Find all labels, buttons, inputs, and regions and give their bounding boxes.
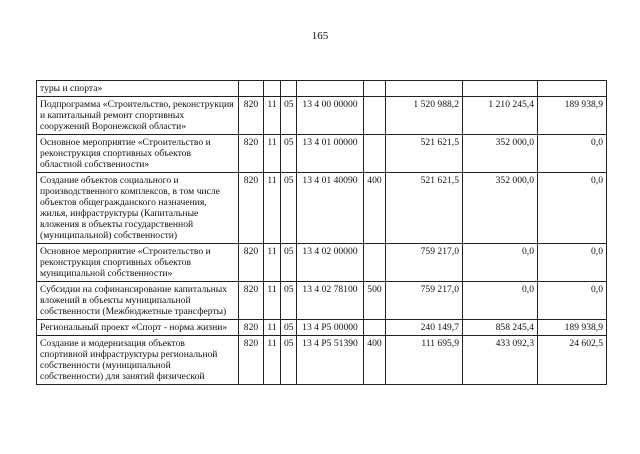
subsection-code-cell: 05 — [281, 244, 297, 282]
ministry-code-cell: 820 — [239, 173, 264, 244]
section-code-cell: 11 — [264, 173, 281, 244]
target-article-cell — [297, 81, 364, 97]
ministry-code-cell: 820 — [239, 336, 264, 385]
ministry-code-cell: 820 — [239, 244, 264, 282]
budget-table — [36, 80, 607, 385]
table-row — [37, 320, 607, 336]
amount-year2-cell: 352 000,0 — [463, 135, 538, 173]
amount-year1-cell: 240 149,7 — [386, 320, 463, 336]
expense-type-cell — [364, 320, 386, 336]
section-code-cell: 11 — [264, 135, 281, 173]
row-name-cell: Региональный проект «Спорт - норма жизни» — [37, 320, 239, 336]
row-name-cell: Создание и модернизация объектов спортивной инфраструктуры региональной собственности (муниципальной собственности) для занятий физической — [37, 336, 239, 385]
section-code-cell: 11 — [264, 97, 281, 135]
row-name-cell: Основное мероприятие «Строительство и реконструкция спортивных объектов муниципальной собственности» — [37, 244, 239, 282]
amount-year3-cell: 0,0 — [538, 244, 607, 282]
section-code-cell: 11 — [264, 244, 281, 282]
amount-year2-cell — [463, 81, 538, 97]
section-code-cell — [264, 81, 281, 97]
table-row — [37, 336, 607, 385]
expense-type-cell: 400 — [364, 336, 386, 385]
amount-year1-cell: 1 520 988,2 — [386, 97, 463, 135]
amount-year3-cell: 0,0 — [538, 282, 607, 320]
amount-year3-cell: 0,0 — [538, 173, 607, 244]
expense-type-cell — [364, 97, 386, 135]
amount-year2-cell: 0,0 — [463, 282, 538, 320]
ministry-code-cell: 820 — [239, 320, 264, 336]
table-row — [37, 97, 607, 135]
row-name-cell: Подпрограмма «Строительство, реконструкция и капитальный ремонт спортивных сооружений Воронежской области» — [37, 97, 239, 135]
table-row — [37, 81, 607, 97]
amount-year1-cell: 759 217,0 — [386, 244, 463, 282]
row-name-cell: Субсидии на софинансирование капитальных вложений в объекты муниципальной собственности (Межбюджетные трансферты) — [37, 282, 239, 320]
table-row — [37, 173, 607, 244]
table-row — [37, 282, 607, 320]
subsection-code-cell: 05 — [281, 173, 297, 244]
target-article-cell: 13 4 02 00000 — [297, 244, 364, 282]
target-article-cell: 13 4 P5 00000 — [297, 320, 364, 336]
table-row — [37, 135, 607, 173]
ministry-code-cell: 820 — [239, 135, 264, 173]
expense-type-cell: 400 — [364, 173, 386, 244]
amount-year2-cell: 858 245,4 — [463, 320, 538, 336]
amount-year1-cell: 759 217,0 — [386, 282, 463, 320]
target-article-cell: 13 4 00 00000 — [297, 97, 364, 135]
target-article-cell: 13 4 01 40090 — [297, 173, 364, 244]
subsection-code-cell: 05 — [281, 97, 297, 135]
subsection-code-cell: 05 — [281, 282, 297, 320]
expense-type-cell — [364, 81, 386, 97]
row-name-cell: Основное мероприятие «Строительство и реконструкция спортивных объектов областной собственности» — [37, 135, 239, 173]
target-article-cell: 13 4 01 00000 — [297, 135, 364, 173]
row-name-cell: туры и спорта» — [37, 81, 239, 97]
table-row — [37, 244, 607, 282]
subsection-code-cell: 05 — [281, 135, 297, 173]
ministry-code-cell: 820 — [239, 97, 264, 135]
section-code-cell: 11 — [264, 282, 281, 320]
amount-year2-cell: 352 000,0 — [463, 173, 538, 244]
section-code-cell: 11 — [264, 336, 281, 385]
row-name-cell: Создание объектов социального и производственного комплексов, в том числе объектов общегражданского назначения, жилья, инфраструктуры (Капитальные вложения в объекты государственной (муниципальной) собственности) — [37, 173, 239, 244]
section-code-cell: 11 — [264, 320, 281, 336]
ministry-code-cell — [239, 81, 264, 97]
amount-year1-cell: 111 695,9 — [386, 336, 463, 385]
expense-type-cell — [364, 244, 386, 282]
page-number: 165 — [311, 30, 329, 42]
expense-type-cell — [364, 135, 386, 173]
amount-year3-cell: 189 938,9 — [538, 320, 607, 336]
amount-year2-cell: 0,0 — [463, 244, 538, 282]
amount-year3-cell — [538, 81, 607, 97]
subsection-code-cell: 05 — [281, 336, 297, 385]
target-article-cell: 13 4 P5 51390 — [297, 336, 364, 385]
amount-year3-cell: 189 938,9 — [538, 97, 607, 135]
amount-year1-cell: 521 621,5 — [386, 173, 463, 244]
subsection-code-cell — [281, 81, 297, 97]
amount-year2-cell: 433 092,3 — [463, 336, 538, 385]
ministry-code-cell: 820 — [239, 282, 264, 320]
amount-year2-cell: 1 210 245,4 — [463, 97, 538, 135]
amount-year3-cell: 0,0 — [538, 135, 607, 173]
target-article-cell: 13 4 02 78100 — [297, 282, 364, 320]
amount-year3-cell: 24 602,5 — [538, 336, 607, 385]
expense-type-cell: 500 — [364, 282, 386, 320]
amount-year1-cell — [386, 81, 463, 97]
table-body — [37, 81, 607, 385]
subsection-code-cell: 05 — [281, 320, 297, 336]
amount-year1-cell: 521 621,5 — [386, 135, 463, 173]
